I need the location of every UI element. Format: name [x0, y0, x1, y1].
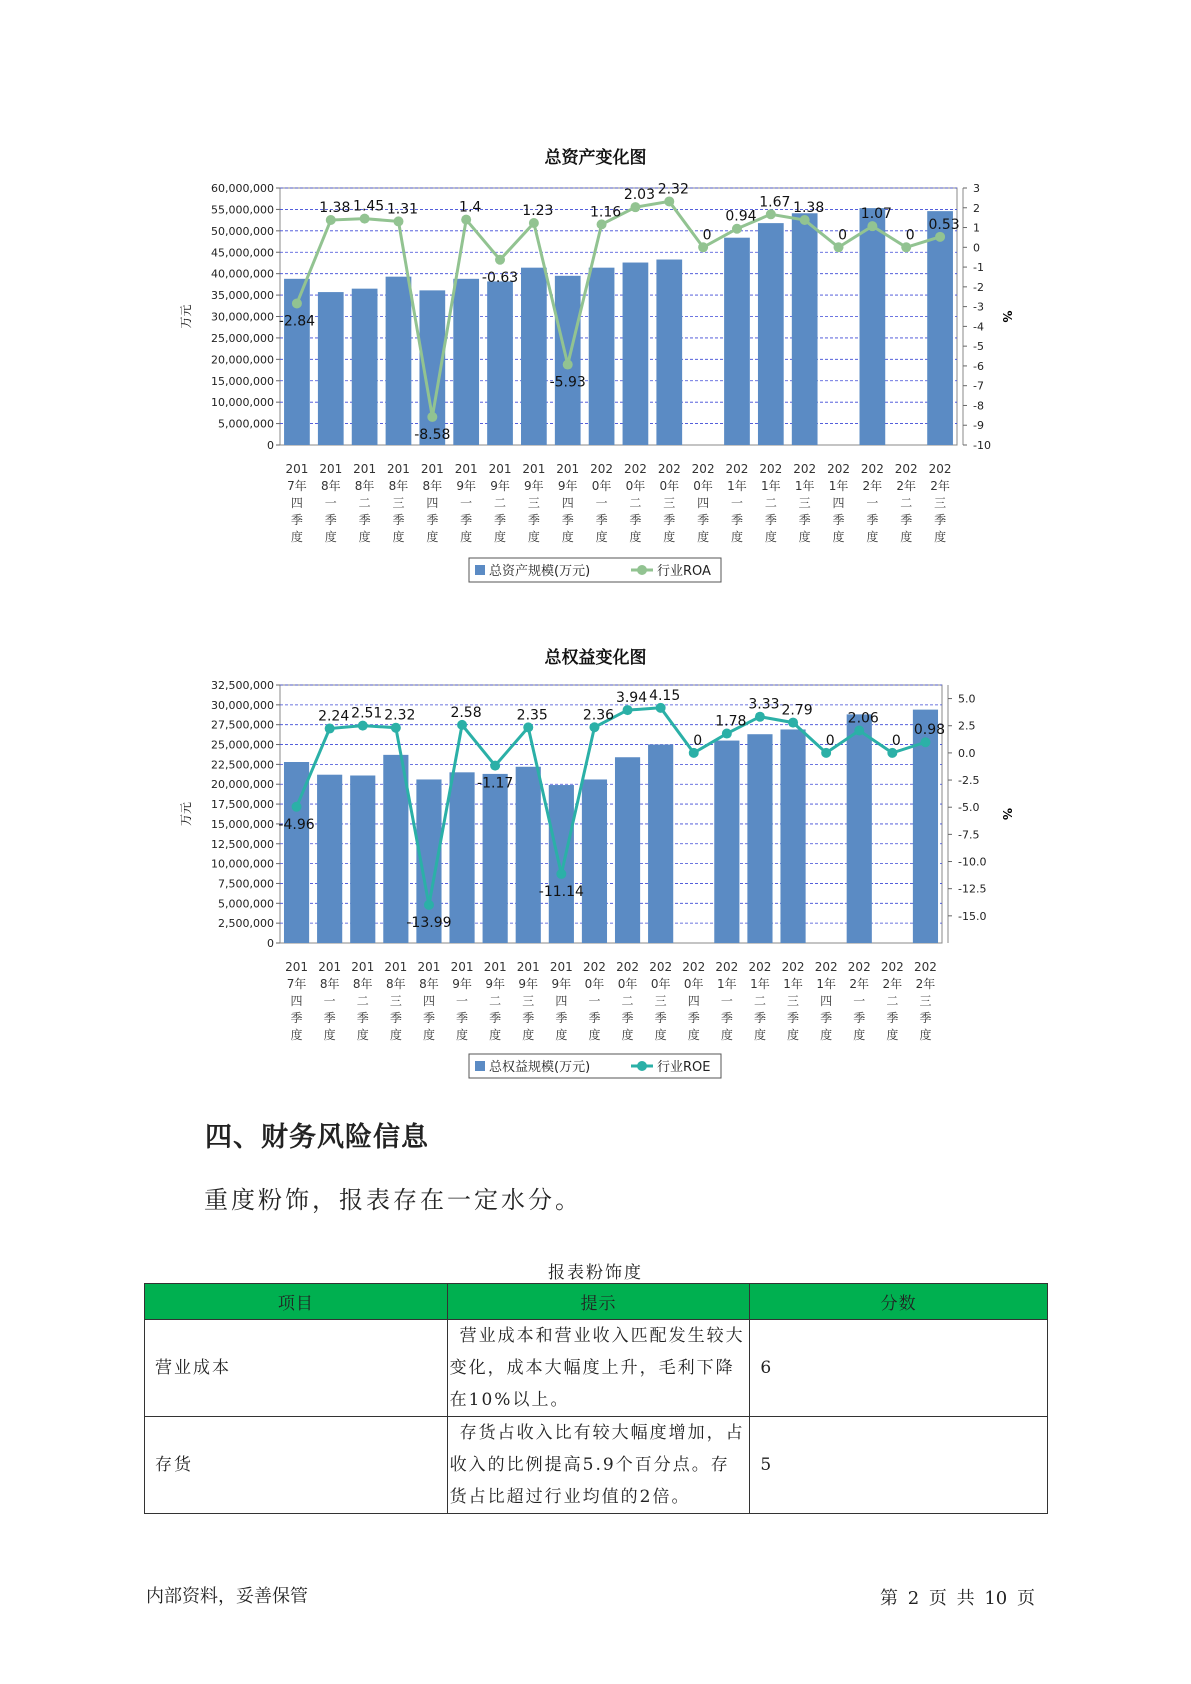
line-point: [623, 705, 633, 715]
chart-1-title: 总资产变化图: [544, 148, 647, 168]
y-tick-label: 15,000,000: [211, 374, 274, 388]
y-tick-label: 25,000,000: [211, 738, 274, 752]
bar: [780, 729, 805, 943]
data-label: 2.51: [351, 705, 383, 722]
y-tick-label: 30,000,000: [211, 698, 274, 712]
x-tick-label: 202 2年二季度: [894, 462, 918, 544]
y-tick-label: 17,500,000: [211, 798, 274, 812]
footer-note: 内部资料，妥善保管: [146, 1586, 308, 1607]
data-label: -13.99: [406, 914, 452, 931]
line-point: [424, 900, 434, 910]
data-label: 2.32: [657, 181, 689, 198]
y-tick-label: 32,500,000: [211, 679, 274, 692]
x-tick-label: 201 7年四季度: [285, 462, 309, 544]
data-label: 1.16: [589, 204, 622, 221]
x-tick-label: 202 1年三季度: [793, 462, 817, 544]
header-item: 项目: [145, 1284, 448, 1320]
legend-line-marker: [637, 565, 647, 575]
y-tick-label: 22,500,000: [211, 758, 274, 772]
line-point: [766, 209, 776, 219]
row-score: 6: [750, 1320, 1048, 1417]
bar: [521, 268, 547, 445]
y-tick-label: 35,000,000: [211, 289, 274, 303]
x-tick-label: 201 9年四季度: [556, 462, 580, 544]
x-tick-label: 202 0年一季度: [590, 462, 614, 544]
y2-tick-label: 0.0: [958, 746, 976, 760]
x-tick-label: 201 8年二季度: [353, 462, 377, 544]
y2-tick-label: -6: [973, 359, 984, 373]
x-tick-label: 202 2年一季度: [860, 462, 884, 544]
line-point: [664, 196, 674, 206]
y2-tick-label: -7.5: [958, 828, 980, 842]
x-tick-label: 201 8年四季度: [417, 960, 441, 1042]
data-label: 0.94: [725, 208, 757, 225]
bar: [792, 213, 818, 445]
data-label: -0.63: [481, 269, 519, 286]
row-hint: 存货占收入比有较大幅度增加，占收入的比例提高5.9个百分点。存货占比超过行业均值的2倍。: [447, 1417, 750, 1514]
y2-tick-label: 2: [973, 201, 980, 215]
data-label: 1.31: [386, 201, 419, 218]
data-label: 0: [838, 227, 847, 244]
x-tick-label: 202 0年一季度: [582, 960, 606, 1042]
x-tick-label: 202 0年二季度: [616, 960, 640, 1042]
y2-tick-label: -7: [973, 379, 984, 393]
y2-tick-label: -1: [973, 261, 984, 275]
y2-axis-label: %: [1000, 310, 1014, 323]
x-tick-label: 201 9年二季度: [488, 462, 512, 544]
y-tick-label: 0: [267, 439, 274, 452]
y-tick-label: 0: [267, 937, 274, 950]
bar: [516, 767, 541, 943]
x-tick-label: 202 1年三季度: [781, 960, 805, 1042]
legend-line-label: 行业ROE: [657, 1060, 711, 1075]
x-tick-label: 202 2年三季度: [913, 960, 937, 1042]
y-tick-label: 55,000,000: [211, 203, 274, 217]
bar: [847, 714, 872, 943]
legend-line-label: 行业ROA: [657, 564, 711, 579]
y2-tick-label: 0: [973, 241, 980, 255]
y-tick-label: 7,500,000: [218, 877, 274, 891]
data-label: 4.15: [649, 687, 681, 704]
line-point: [887, 748, 897, 758]
line-point: [325, 724, 335, 734]
line-point: [597, 219, 607, 229]
line-point: [821, 748, 831, 758]
x-tick-label: 202 0年四季度: [682, 960, 706, 1042]
data-label: 1.38: [793, 200, 825, 217]
line-point: [788, 718, 798, 728]
data-label: -11.14: [538, 883, 584, 900]
line-point: [935, 232, 945, 242]
line-point: [358, 721, 368, 731]
header-score: 分数: [750, 1284, 1048, 1320]
line-point: [920, 737, 930, 747]
row-item: 营业成本: [145, 1320, 448, 1417]
bar: [582, 779, 607, 943]
y-tick-label: 60,000,000: [211, 182, 274, 195]
y-tick-label: 5,000,000: [218, 417, 274, 431]
line-point: [834, 242, 844, 252]
bar: [589, 268, 615, 445]
bar: [449, 772, 474, 943]
risk-table: [144, 1283, 1048, 1514]
y2-tick-label: -8: [973, 399, 984, 413]
y2-tick-label: 5.0: [958, 692, 976, 706]
x-tick-label: 202 1年二季度: [759, 462, 783, 544]
total-equity-chart: [0, 680, 1191, 1120]
data-label: -5.93: [549, 374, 586, 391]
x-tick-label: 202 0年三季度: [649, 960, 673, 1042]
x-tick-label: 201 8年二季度: [351, 960, 375, 1042]
y2-tick-label: 3: [973, 182, 980, 195]
x-tick-label: 202 2年二季度: [880, 960, 904, 1042]
data-label: 2.79: [781, 702, 813, 719]
legend-bar-label: 总权益规模(万元): [489, 1060, 591, 1075]
bar: [317, 775, 342, 943]
line-point: [901, 242, 911, 252]
bar: [648, 745, 673, 943]
line-point: [589, 722, 599, 732]
table-header-row: [145, 1284, 1048, 1320]
legend-bar-swatch: [475, 1061, 485, 1071]
x-tick-label: 201 9年四季度: [549, 960, 573, 1042]
line-point: [495, 255, 505, 265]
y-tick-label: 50,000,000: [211, 224, 274, 238]
y-tick-label: 25,000,000: [211, 331, 274, 345]
x-tick-label: 201 8年三季度: [384, 960, 408, 1042]
data-label: 1.67: [759, 194, 791, 211]
data-label: -1.17: [477, 775, 514, 792]
line-point: [630, 202, 640, 212]
y2-tick-label: 2.5: [958, 719, 976, 733]
bar: [714, 741, 739, 943]
bar: [615, 757, 640, 943]
y2-tick-label: -4: [973, 320, 984, 334]
x-tick-label: 201 8年四季度: [420, 462, 444, 544]
data-label: 0: [905, 227, 915, 244]
x-tick-label: 201 9年三季度: [516, 960, 540, 1042]
data-label: 3.33: [748, 696, 780, 713]
data-label: 1.23: [522, 202, 554, 219]
data-label: 1.78: [715, 713, 747, 730]
data-label: 0: [825, 732, 835, 749]
section-sentence: 重度粉饰，报表存在一定水分。: [204, 1186, 582, 1214]
data-label: 3.94: [615, 690, 648, 707]
y-tick-label: 27,500,000: [211, 718, 274, 732]
line-point: [292, 802, 302, 812]
y2-tick-label: -9: [973, 419, 984, 433]
bar: [487, 281, 513, 445]
header-hint: 提示: [447, 1284, 750, 1320]
bar: [352, 289, 378, 445]
y-axis-label: 万元: [179, 801, 193, 827]
x-tick-label: 202 1年一季度: [725, 462, 749, 544]
table-caption: 报表粉饰度: [548, 1263, 643, 1283]
bar: [724, 238, 750, 445]
y-tick-label: 45,000,000: [211, 246, 274, 260]
y2-tick-label: -10.0: [958, 855, 987, 869]
total-assets-chart: [0, 180, 1191, 620]
bar: [747, 734, 772, 943]
x-tick-label: 201 9年一季度: [454, 462, 478, 544]
line-point: [689, 748, 699, 758]
data-label: 2.36: [582, 707, 615, 724]
row-hint: 营业成本和营业收入匹配发生较大变化，成本大幅度上升，毛利下降在10%以上。: [447, 1320, 750, 1417]
bar: [927, 211, 953, 445]
legend-line-marker: [637, 1061, 647, 1071]
bar: [758, 223, 784, 445]
line-point: [427, 412, 437, 422]
data-label: -8.58: [414, 426, 451, 443]
y-tick-label: 2,500,000: [218, 917, 274, 931]
line-point: [326, 215, 336, 225]
table-row: [145, 1417, 1048, 1514]
y2-tick-label: 1: [973, 221, 980, 235]
line-point: [457, 720, 467, 730]
row-item: 存货: [145, 1417, 448, 1514]
bar: [860, 208, 886, 445]
data-label: 2.32: [384, 707, 416, 724]
x-tick-label: 201 9年一季度: [450, 960, 474, 1042]
x-tick-label: 201 9年二季度: [483, 960, 507, 1042]
line-point: [490, 761, 500, 771]
data-label: 1.07: [860, 206, 892, 223]
y-tick-label: 10,000,000: [211, 857, 274, 871]
x-tick-label: 202 0年二季度: [623, 462, 647, 544]
y2-tick-label: -3: [973, 300, 984, 314]
line-point: [755, 712, 765, 722]
data-label: 2.06: [847, 710, 879, 727]
x-tick-label: 202 2年三季度: [928, 462, 952, 544]
data-label: 2.35: [516, 707, 548, 724]
y-tick-label: 10,000,000: [211, 396, 274, 410]
y-axis-label: 万元: [179, 304, 193, 329]
line-point: [656, 703, 666, 713]
line-point: [292, 298, 302, 308]
data-label: 2.03: [623, 187, 656, 204]
line-point: [393, 216, 403, 226]
line-point: [800, 215, 810, 225]
section-heading: 四、财务风险信息: [205, 1122, 429, 1153]
x-tick-label: 201 8年三季度: [387, 462, 410, 544]
bar: [453, 279, 479, 445]
data-label: 1.45: [353, 198, 385, 215]
x-tick-label: 201 8年一季度: [318, 960, 342, 1042]
data-label: 0.53: [928, 216, 960, 233]
line-point: [698, 242, 708, 252]
line-point: [523, 722, 533, 732]
chart-2-title: 总权益变化图: [544, 648, 647, 668]
line-point: [722, 729, 732, 739]
data-label: 2.24: [318, 708, 350, 725]
y2-axis-label: %: [1000, 807, 1014, 821]
x-tick-label: 202 2年一季度: [847, 960, 871, 1042]
bar: [623, 263, 649, 445]
y-tick-label: 5,000,000: [218, 897, 274, 911]
x-tick-label: 202 1年四季度: [827, 462, 850, 544]
y-tick-label: 20,000,000: [211, 778, 274, 792]
line-point: [461, 215, 471, 225]
y2-tick-label: -5: [973, 340, 984, 354]
y-tick-label: 30,000,000: [211, 310, 274, 324]
bar: [386, 277, 412, 445]
data-label: 0: [891, 732, 901, 749]
x-tick-label: 201 8年一季度: [319, 462, 343, 544]
line-point: [529, 218, 539, 228]
legend-bar-swatch: [475, 565, 485, 575]
data-label: 0: [693, 732, 703, 749]
bar: [656, 260, 682, 445]
legend-bar-label: 总资产规模(万元): [489, 564, 591, 579]
x-tick-label: 202 0年三季度: [657, 462, 681, 544]
x-tick-label: 202 1年四季度: [814, 960, 838, 1042]
x-tick-label: 201 9年三季度: [522, 462, 546, 544]
data-label: 0: [702, 227, 712, 244]
y-tick-label: 12,500,000: [211, 837, 274, 851]
x-tick-label: 202 1年一季度: [715, 960, 739, 1042]
bar: [549, 785, 574, 943]
bar: [350, 775, 375, 943]
data-label: -4.96: [278, 816, 315, 833]
bar: [383, 755, 408, 943]
y2-tick-label: -2: [973, 280, 984, 294]
y2-tick-label: -10: [973, 439, 991, 452]
x-tick-label: 202 0年四季度: [691, 462, 715, 544]
line-point: [391, 723, 401, 733]
data-label: -2.84: [278, 313, 316, 330]
y2-tick-label: -12.5: [958, 882, 987, 896]
y-tick-label: 15,000,000: [211, 817, 274, 831]
y2-tick-label: -15.0: [958, 909, 987, 923]
x-tick-label: 201 7年四季度: [285, 960, 309, 1042]
bar: [318, 292, 344, 445]
data-label: 1.38: [319, 200, 351, 217]
line-point: [360, 214, 370, 224]
page-number: 第 2 页 共 10 页: [880, 1588, 1035, 1609]
x-tick-label: 202 1年二季度: [748, 960, 772, 1042]
data-label: 2.58: [450, 704, 482, 721]
line-point: [867, 221, 877, 231]
row-score: 5: [750, 1417, 1048, 1514]
data-label: 0.98: [913, 722, 946, 739]
line-point: [563, 360, 573, 370]
y2-tick-label: -2.5: [958, 774, 980, 788]
y2-tick-label: -5.0: [958, 801, 980, 815]
line-point: [854, 726, 864, 736]
line-point: [556, 869, 566, 879]
bar: [483, 774, 508, 943]
y-tick-label: 40,000,000: [211, 267, 274, 281]
table-row: [145, 1320, 1048, 1417]
line-point: [732, 224, 742, 234]
plot-area: [280, 685, 942, 943]
data-label: 1.4: [459, 199, 482, 216]
y-tick-label: 20,000,000: [211, 353, 274, 367]
